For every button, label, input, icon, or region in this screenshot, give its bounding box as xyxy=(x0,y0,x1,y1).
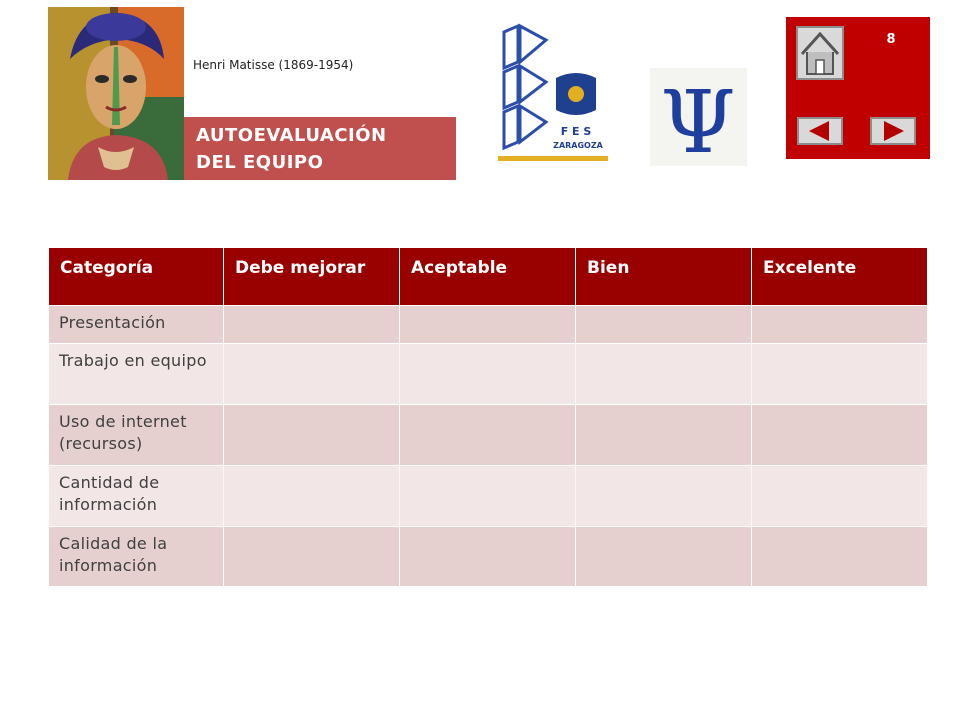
fes-logo-text: F E S xyxy=(560,125,592,138)
page-title-line-1: AUTOEVALUACIÓN xyxy=(196,125,387,146)
previous-slide-button[interactable] xyxy=(797,117,843,145)
rating-cell[interactable] xyxy=(752,306,928,344)
rating-cell[interactable] xyxy=(752,344,928,405)
rating-cell[interactable] xyxy=(576,306,752,344)
rating-cell[interactable] xyxy=(576,466,752,527)
rating-cell[interactable] xyxy=(400,527,576,587)
rating-cell[interactable] xyxy=(576,344,752,405)
rating-cell[interactable] xyxy=(752,527,928,587)
rating-cell[interactable] xyxy=(400,306,576,344)
column-header: Categoría xyxy=(49,248,224,306)
page-title xyxy=(184,117,456,180)
self-evaluation-table xyxy=(48,247,928,587)
category-cell: Presentación xyxy=(49,306,224,344)
rating-cell[interactable] xyxy=(224,344,400,405)
rating-cell[interactable] xyxy=(400,466,576,527)
rating-cell[interactable] xyxy=(576,405,752,466)
next-slide-button[interactable] xyxy=(870,117,916,145)
fes-zaragoza-logo xyxy=(496,22,611,164)
column-header: Aceptable xyxy=(400,248,576,306)
table-row xyxy=(49,306,928,344)
psychology-psi-logo xyxy=(650,68,747,166)
triangle-left-icon xyxy=(799,119,841,143)
rating-cell[interactable] xyxy=(400,344,576,405)
rating-cell[interactable] xyxy=(576,527,752,587)
category-cell: Calidad de la información xyxy=(49,527,224,587)
rating-cell[interactable] xyxy=(400,405,576,466)
table-header-row xyxy=(49,248,928,306)
rating-cell[interactable] xyxy=(224,306,400,344)
category-cell: Trabajo en equipo xyxy=(49,344,224,405)
fes-logo-subtext: ZARAGOZA xyxy=(553,141,603,150)
table-row xyxy=(49,466,928,527)
column-header: Bien xyxy=(576,248,752,306)
rating-cell[interactable] xyxy=(224,466,400,527)
rating-cell[interactable] xyxy=(752,405,928,466)
home-icon xyxy=(798,28,842,78)
column-header: Excelente xyxy=(752,248,928,306)
triangle-right-icon xyxy=(872,119,914,143)
category-cell: Cantidad de información xyxy=(49,466,224,527)
page-number: 8 xyxy=(886,32,896,47)
rating-cell[interactable] xyxy=(224,527,400,587)
matisse-portrait-image xyxy=(48,7,184,180)
rating-cell[interactable] xyxy=(752,466,928,527)
table-row xyxy=(49,344,928,405)
artist-caption: Henri Matisse (1869-1954) xyxy=(193,58,354,72)
rating-cell[interactable] xyxy=(224,405,400,466)
psi-symbol: Ψ xyxy=(660,73,736,166)
column-header: Debe mejorar xyxy=(224,248,400,306)
page-title-line-2: DEL EQUIPO xyxy=(196,152,324,173)
table-row xyxy=(49,527,928,587)
table-row xyxy=(49,405,928,466)
home-button[interactable] xyxy=(796,26,844,80)
category-cell: Uso de internet (recursos) xyxy=(49,405,224,466)
